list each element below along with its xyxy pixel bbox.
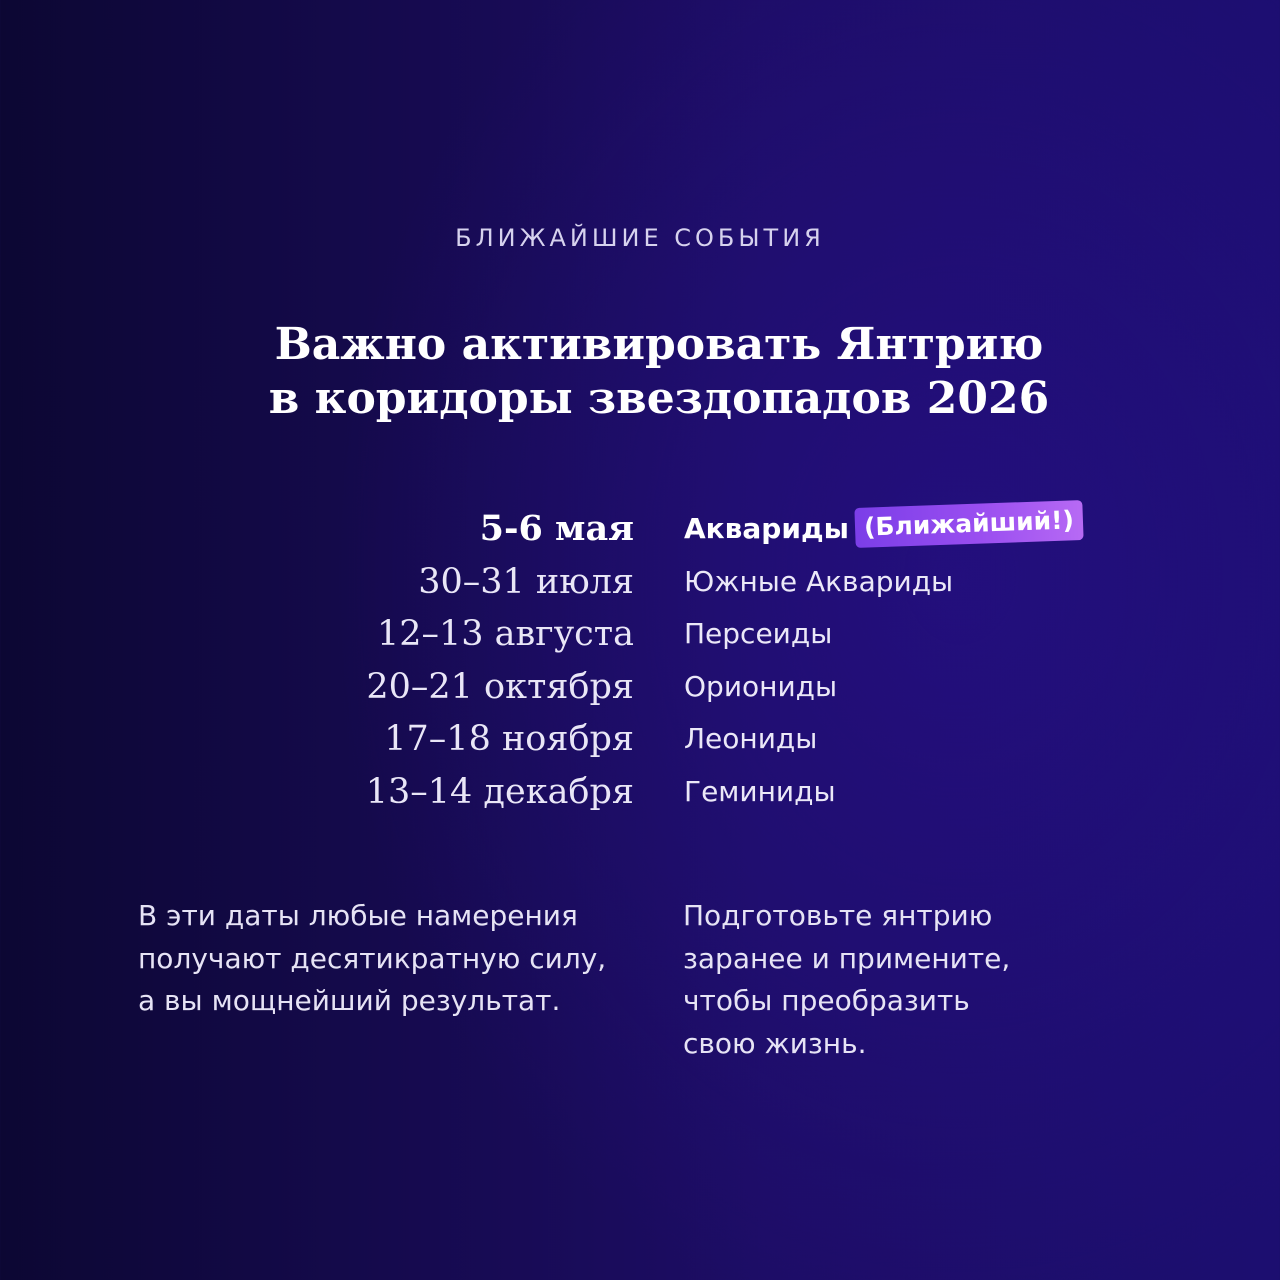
event-name: Ориониды xyxy=(684,669,838,703)
event-name: Южные Аквариды xyxy=(684,564,954,598)
cta-line: свою жизнь. xyxy=(683,1026,867,1060)
page-title xyxy=(0,318,1280,426)
event-date: 17–18 ноября xyxy=(384,719,634,759)
nearest-badge: (Ближайший!) xyxy=(854,500,1083,548)
event-date: 13–14 декабря xyxy=(365,771,634,812)
event-name: Аквариды xyxy=(684,512,849,545)
benefit-line: а вы мощнейший результат. xyxy=(138,984,561,1017)
event-name: Геминиды xyxy=(684,774,836,808)
event-row-nearest xyxy=(684,503,1224,556)
benefit-line: получают десятикратную силу, xyxy=(138,941,607,975)
event-names-column xyxy=(684,503,1224,818)
event-date: 5-6 мая xyxy=(479,508,634,549)
benefit-paragraph xyxy=(138,895,658,1023)
benefit-line: В эти даты любые намерения xyxy=(138,899,578,932)
event-name: Леониды xyxy=(684,722,818,755)
event-name: Персеиды xyxy=(684,617,833,650)
page-title-line-2: в коридоры звездопадов 2026 xyxy=(268,373,1050,424)
page-title-line-1: Важно активировать Янтрию xyxy=(274,319,1044,370)
event-date: 12–13 августа xyxy=(376,614,634,654)
event-dates-column xyxy=(200,503,634,818)
section-eyebrow: БЛИЖАЙШИЕ СОБЫТИЯ xyxy=(455,224,825,252)
cta-line: Подготовьте янтрию xyxy=(683,899,993,932)
cta-line: чтобы преобразить xyxy=(683,984,970,1017)
event-date: 30–31 июля xyxy=(418,561,634,602)
call-to-action-paragraph xyxy=(683,895,1203,1065)
cta-line: заранее и примените, xyxy=(683,941,1011,975)
event-date: 20–21 октября xyxy=(366,666,634,707)
